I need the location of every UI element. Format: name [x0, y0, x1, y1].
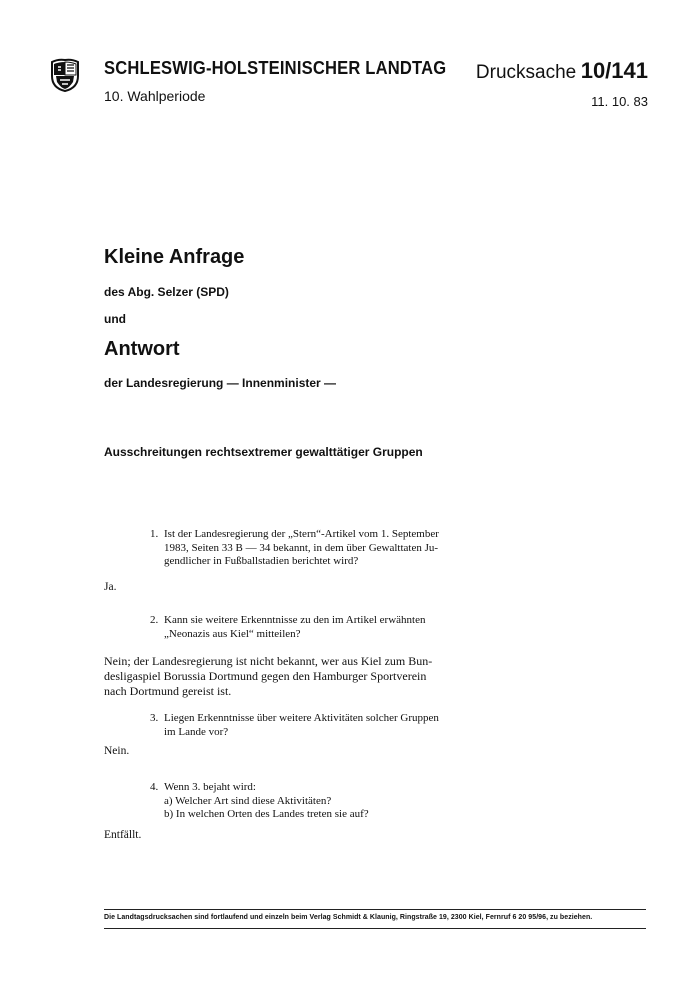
footer-rule-bottom [104, 928, 646, 929]
answer-line: Entfällt. [104, 829, 142, 841]
answer-line: Nein. [104, 745, 130, 757]
question-line: b) In welchen Orten des Landes treten sie auf? [164, 808, 369, 820]
question-line: gendlicher in Fußballstadien berichtet wird? [164, 555, 359, 567]
question-number: 2. [150, 614, 159, 626]
question-number: 1. [150, 528, 159, 540]
answer-line: nach Dortmund gereist ist. [104, 684, 232, 698]
conjunction: und [104, 312, 126, 326]
document-number-block [476, 58, 648, 84]
coat-of-arms-icon [50, 56, 80, 92]
respondent: der Landesregierung — Innenminister — [104, 376, 337, 390]
question-line: Kann sie weitere Erkenntnisse zu den im Artikel erwähnten [164, 614, 426, 626]
question-line: Ist der Landesregierung der „Stern“-Artikel vom 1. September [164, 528, 439, 540]
answer-4 [104, 828, 141, 843]
question-line: 1983, Seiten 33 B — 34 bekannt, in dem über Gewalttaten Ju- [164, 541, 439, 554]
heading-kleine-anfrage: Kleine Anfrage [104, 246, 245, 268]
footer-note: Die Landtagsdrucksachen sind fortlaufend und einzeln beim Verlag Schmidt & Klaunig, Ringstraße 19, 2300 Kiel, Fernruf 6 20 95/96, zu beziehen. [104, 914, 593, 921]
legislative-period: 10. Wahlperiode [104, 88, 206, 104]
question-line: Liegen Erkenntnisse über weitere Aktivitäten solcher Gruppen [164, 712, 439, 724]
question-line: im Lande vor? [164, 725, 229, 738]
question-4 [150, 781, 369, 822]
question-3 [150, 712, 439, 739]
questioner: des Abg. Selzer (SPD) [104, 285, 229, 299]
question-number: 4. [150, 781, 159, 793]
answer-line: desligaspiel Borussia Dortmund gegen den Hamburger Sportverein [104, 669, 427, 683]
question-line: Wenn 3. bejaht wird: [164, 781, 256, 793]
question-1 [150, 528, 439, 569]
answer-line: Ja. [104, 581, 117, 593]
question-line: a) Welcher Art sind diese Aktivitäten? [164, 794, 332, 807]
document-date: 11. 10. 83 [591, 94, 648, 109]
footer-rule-top [104, 909, 646, 910]
answer-2 [104, 654, 432, 699]
document-label: Drucksache [475, 62, 577, 83]
answer-line: Nein; der Landesregierung ist nicht bekannt, wer aus Kiel zum Bun- [104, 654, 433, 668]
heading-antwort: Antwort [104, 338, 180, 360]
answer-1 [104, 580, 116, 595]
question-number: 3. [150, 712, 159, 724]
answer-3 [104, 744, 129, 759]
question-2 [150, 614, 425, 641]
question-line: „Neonazis aus Kiel“ mitteilen? [164, 627, 301, 640]
subject-line: Ausschreitungen rechtsextremer gewalttätiger Gruppen [104, 445, 423, 459]
institution-name: SCHLESWIG-HOLSTEINISCHER LANDTAG [104, 58, 447, 78]
document-number: 10/141 [580, 58, 648, 83]
